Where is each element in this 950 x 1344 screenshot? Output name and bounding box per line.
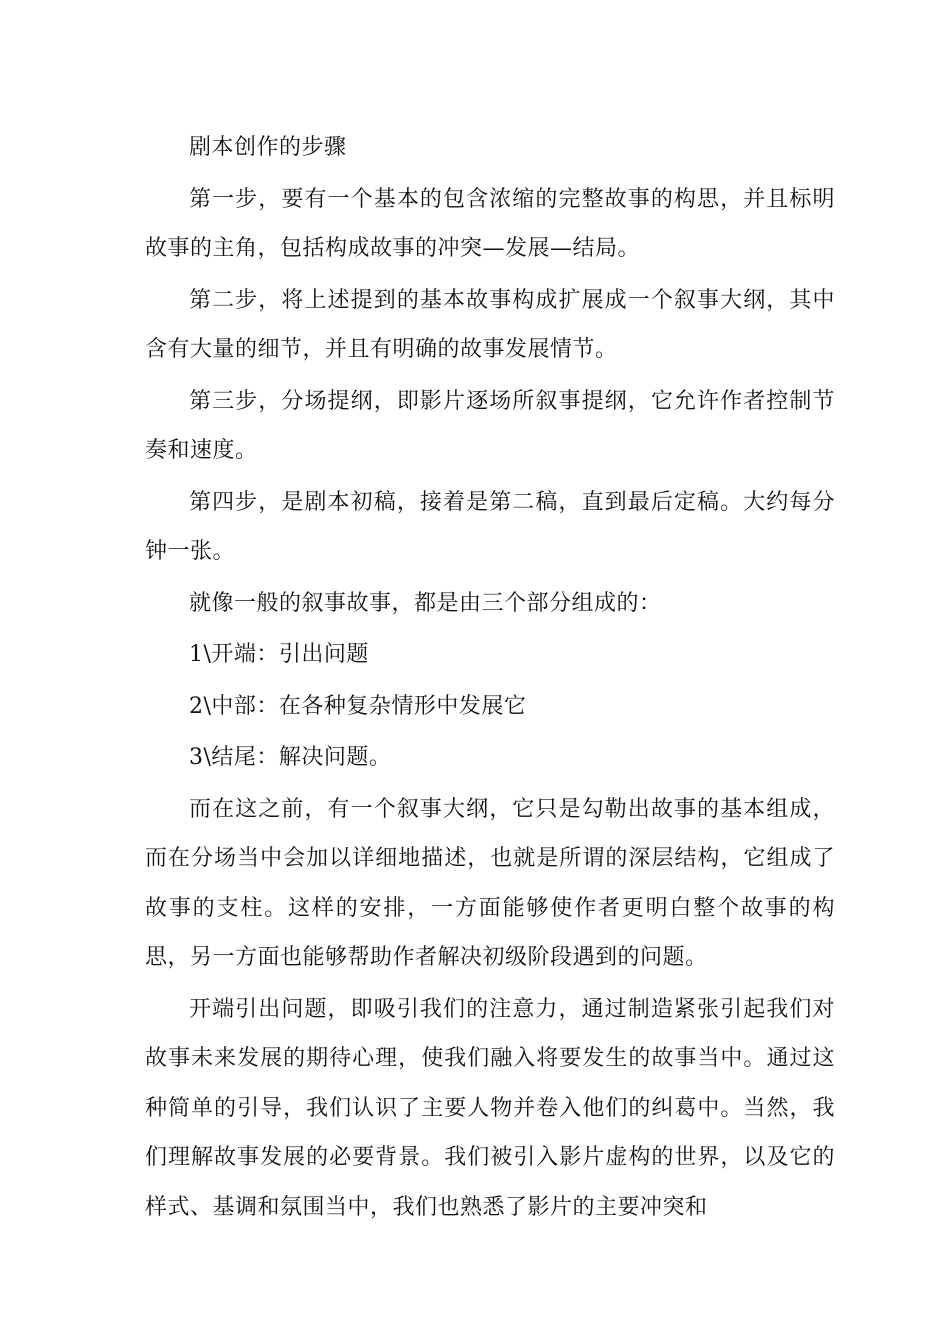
paragraph-step-2: 第二步，将上述提到的基本故事构成扩展成一个叙事大纲，其中含有大量的细节，并且有明确的故事发展情节。 — [145, 287, 835, 362]
paragraph-outline: 而在这之前，有一个叙事大纲，它只是勾勒出故事的基本组成，而在分场当中会加以详细地描述，也就是所谓的深层结构，它组成了故事的支柱。这样的安排，一方面能够使作者更明白整个故事的构思，另一方面也能够帮助作者解决初级阶段遇到的问题。 — [145, 796, 835, 970]
list-item-ending: 3\结尾：解决问题。 — [189, 745, 392, 770]
paragraph-opening: 开端引出问题，即吸引我们的注意力，通过制造紧张引起我们对故事未来发展的期待心理，使我们融入将要发生的故事当中。通过这种简单的引导，我们认识了主要人物并卷入他们的纠葛中。当然，我们理解故事发展的必要背景。我们被引入影片虚构的世界，以及它的样式、基调和氛围当中，我们也熟悉了影片的主要冲突和 — [145, 996, 835, 1220]
paragraph-step-1: 第一步，要有一个基本的包含浓缩的完整故事的构思，并且标明故事的主角，包括构成故事的冲突—发展—结局。 — [145, 186, 835, 261]
document-title: 剧本创作的步骤 — [189, 135, 347, 160]
list-item-middle: 2\中部：在各种复杂情形中发展它 — [189, 693, 527, 719]
paragraph-structure-intro: 就像一般的叙事故事，都是由三个部分组成的： — [189, 590, 662, 616]
document-page — [145, 123, 835, 1234]
paragraph-step-3: 第三步，分场提纲，即影片逐场所叙事提纲，它允许作者控制节奏和速度。 — [145, 388, 835, 463]
paragraph-step-4: 第四步，是剧本初稿，接着是第二稿，直到最后定稿。大约每分钟一张。 — [145, 489, 835, 564]
list-item-beginning: 1\开端：引出问题 — [189, 642, 369, 667]
